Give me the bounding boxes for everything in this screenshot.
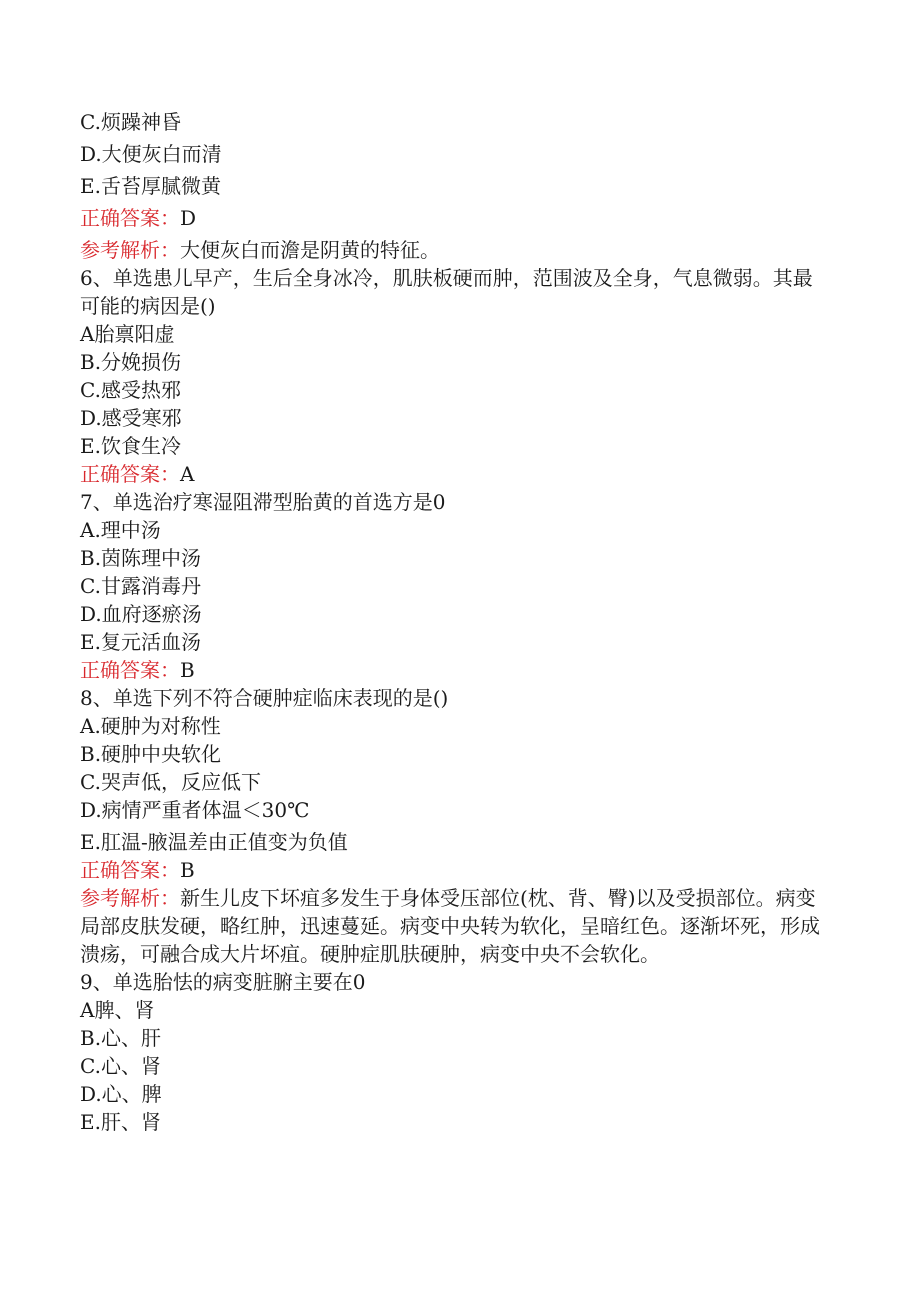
option-b: B.茵陈理中汤 — [80, 546, 202, 570]
option-e: E.肝、肾 — [80, 1110, 161, 1134]
option-e: E.饮食生冷 — [80, 434, 181, 458]
option-d: D.血府逐瘀汤 — [80, 602, 202, 626]
answer-line — [80, 656, 825, 684]
option-a: A胎禀阳虚 — [80, 322, 175, 346]
question-stem: 6、单选患儿早产，生后全身冰冷，肌肤板硬而肿，范围波及全身，气息微弱。其最可能的病因是() — [80, 266, 813, 318]
answer-line — [80, 460, 825, 488]
answer-label: 正确答案： — [80, 206, 180, 230]
option-b: B.硬肿中央软化 — [80, 742, 222, 766]
option-b: B.分娩损伤 — [80, 350, 182, 374]
option-c: C.甘露消毒丹 — [80, 574, 201, 598]
answer-value: B — [180, 858, 195, 882]
answer-line — [80, 856, 825, 884]
option-c: C.感受热邪 — [80, 378, 181, 402]
option-a: A.理中汤 — [80, 518, 161, 542]
analysis-label: 参考解析： — [80, 886, 180, 910]
question-stem: 7、单选治疗寒湿阻滞型胎黄的首选方是0 — [80, 490, 446, 514]
option-e: E.复元活血汤 — [80, 630, 201, 654]
option-a: A脾、肾 — [80, 998, 155, 1022]
answer-label: 正确答案： — [80, 462, 180, 486]
question-5-tail — [80, 108, 825, 264]
analysis-line — [80, 236, 825, 264]
option-e: E.肛温-腋温差由正值变为负值 — [80, 830, 348, 854]
analysis-text: 新生儿皮下坏疽多发生于身体受压部位(枕、背、臀)以及受损部位。病变局部皮肤发硬，略红肿，迅速蔓延。病变中央转为软化，呈暗红色。逐渐坏死，形成溃疡，可融合成大片坏疽。硬肿症肌肤硬肿，病变中央不会软化。 — [80, 886, 820, 966]
question-8 — [80, 684, 825, 968]
question-9 — [80, 968, 825, 1136]
option-c: C.哭声低，反应低下 — [80, 770, 261, 794]
answer-label: 正确答案： — [80, 858, 180, 882]
option-d: D.心、脾 — [80, 1082, 162, 1106]
question-7 — [80, 488, 825, 684]
question-stem: 8、单选下列不符合硬肿症临床表现的是() — [80, 686, 449, 710]
option-d: D.病情严重者体温＜30℃ — [80, 798, 310, 822]
option-a: A.硬肿为对称性 — [80, 714, 221, 738]
option-e: E.舌苔厚腻微黄 — [80, 174, 221, 198]
analysis-text: 大便灰白而澹是阴黄的特征。 — [180, 238, 440, 262]
answer-value: A — [180, 462, 195, 486]
question-6 — [80, 264, 825, 488]
document-page — [80, 108, 825, 1136]
option-b: B.心、肝 — [80, 1026, 162, 1050]
question-stem: 9、单选胎怯的病变脏腑主要在0 — [80, 970, 366, 994]
option-d: D.感受寒邪 — [80, 406, 182, 430]
answer-value: B — [180, 658, 195, 682]
answer-line — [80, 204, 825, 232]
option-c: C.烦躁神昏 — [80, 110, 181, 134]
option-c: C.心、肾 — [80, 1054, 161, 1078]
answer-value: D — [180, 206, 197, 230]
analysis-paragraph — [80, 884, 825, 968]
answer-label: 正确答案： — [80, 658, 180, 682]
analysis-label: 参考解析： — [80, 238, 180, 262]
option-d: D.大便灰白而清 — [80, 142, 222, 166]
